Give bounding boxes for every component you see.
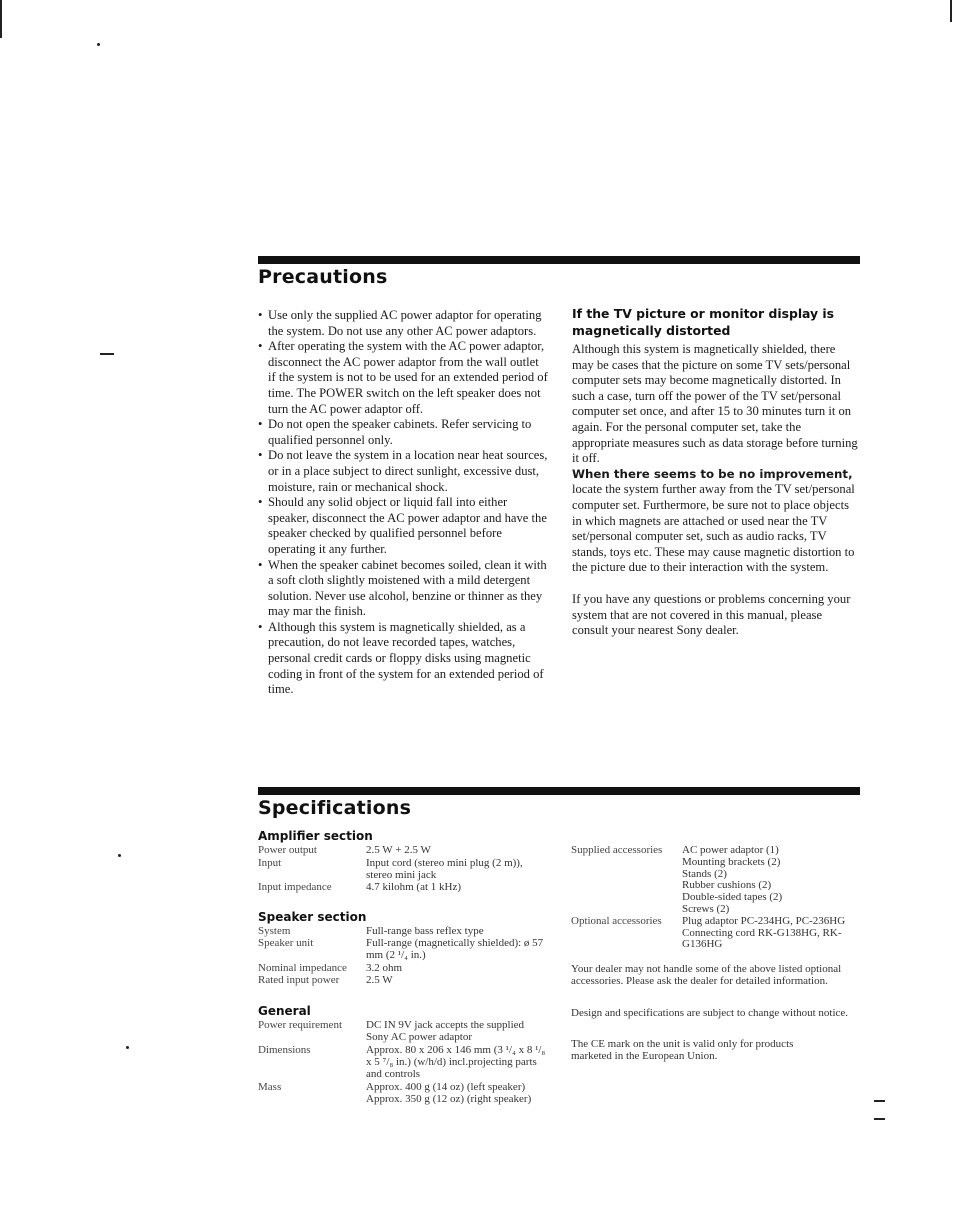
- precaution-item: • Do not leave the system in a location near heat sources, or in a place subject to direct sunlight, excessive dust, moisture, rain or mechanical shock.: [258, 448, 548, 495]
- speaker-spec-table: [258, 926, 548, 987]
- spec-label: Speaker unit: [258, 937, 314, 949]
- spec-value: 4.7 kilohm (at 1 kHz): [366, 881, 462, 893]
- spec-label: Optional accessories: [571, 914, 662, 927]
- spec-label: Mass: [258, 1081, 282, 1093]
- specifications-title: Specifications: [258, 797, 412, 819]
- accessory-item: Connecting cord RK-G138HG, RK-G136HG: [682, 926, 842, 951]
- spec-value: 2.5 W: [366, 974, 393, 986]
- specifications-rule: [258, 787, 860, 795]
- optional-accessories-row: [571, 916, 861, 951]
- contact-dealer-paragraph: If you have any questions or problems concerning your system that are not covered in this manual, please consult your nearest Sony dealer.: [572, 591, 851, 638]
- accessory-item: Plug adaptor PC-234HG, PC-236HG: [682, 914, 846, 927]
- tv-paragraph-text: Although this system is magnetically shielded, there may be cases that the picture on some TV sets/personal computer sets may become magnetically distorted. In such a case, turn off the power of the TV set/personal computer set once, and after 15 to 30 minutes turn it on again. For the personal computer set, take the appropriate measures such as data storage before turning it off.: [572, 342, 858, 466]
- spec-row: [258, 975, 548, 987]
- general-spec-table: [258, 1020, 548, 1118]
- design-note: Design and specifications are subject to change without notice.: [571, 1007, 849, 1019]
- scan-dash-left: [100, 353, 114, 355]
- spec-row: [258, 1020, 548, 1045]
- scan-dash-right-1: [874, 1100, 885, 1102]
- tv-distortion-paragraph: [572, 342, 858, 467]
- scan-dash-right-2: [874, 1118, 885, 1120]
- dealer-note: Your dealer may not handle some of the above listed optional accessories. Please ask the dealer for detailed information.: [571, 963, 842, 987]
- precaution-item: • After operating the system with the AC power adaptor, disconnect the AC power adaptor from the wall outlet if the system is not to be used for an extended period of time. The POWER switch on the left speaker does not turn the AC power adaptor off.: [258, 339, 548, 417]
- accessory-item: Mounting brackets (2): [682, 855, 781, 868]
- tv-improvement-paragraph: [572, 467, 858, 576]
- spec-label: Supplied accessories: [571, 844, 663, 856]
- accessory-item: Rubber cushions (2): [682, 879, 772, 892]
- accessory-item: AC power adaptor (1): [682, 844, 779, 856]
- accessories-block: [571, 845, 861, 951]
- precautions-list: [258, 308, 548, 698]
- amplifier-spec-table: [258, 845, 548, 895]
- precautions-left-column: [258, 308, 548, 698]
- no-improvement-label: When there seems to be no improvement,: [572, 466, 853, 481]
- precaution-item: • Use only the supplied AC power adaptor for operating the system. Do not use any other AC power adaptors.: [258, 308, 548, 339]
- spec-row: [258, 858, 548, 882]
- spec-row: [258, 882, 548, 895]
- spec-value: Full-range (magnetically shielded): ø 57 mm (2 ¹/₄ in.): [366, 937, 544, 961]
- spec-row: [258, 1045, 548, 1082]
- precaution-item: • When the speaker cabinet becomes soiled, clean it with a soft cloth slightly moistened with a mild detergent solution. Never use alcohol, benzine or thinner as they may mar the finish.: [258, 558, 548, 620]
- scan-mark-right-edge: [950, 0, 952, 22]
- spec-value: Approx. 80 x 206 x 146 mm (3 ¹/₄ x 8 ¹/₈ x 5 ⁷/₈ in.) (w/h/d) incl.projecting parts and controls: [366, 1044, 546, 1080]
- general-section-heading: General: [258, 1004, 311, 1018]
- spec-label: Dimensions: [258, 1044, 311, 1056]
- spec-value: 2.5 W + 2.5 W: [366, 844, 431, 856]
- spec-row: [258, 1082, 548, 1118]
- spec-label: Input impedance: [258, 881, 332, 893]
- spec-value: Full-range bass reflex type: [366, 925, 484, 937]
- spec-value: Input cord (stereo mini plug (2 m)), stereo mini jack: [366, 857, 523, 881]
- accessory-item: Double-sided tapes (2): [682, 891, 783, 904]
- spec-label: System: [258, 925, 291, 937]
- speaker-section-heading: Speaker section: [258, 910, 367, 924]
- spec-value: 3.2 ohm: [366, 962, 403, 974]
- scan-dot-2: [118, 854, 121, 857]
- spec-label: Input: [258, 857, 282, 869]
- spec-label: Power output: [258, 844, 317, 856]
- spec-label: Nominal impedance: [258, 962, 347, 974]
- amplifier-section-heading: Amplifier section: [258, 829, 373, 843]
- scan-mark-left-edge: [0, 0, 2, 38]
- precautions-title: Precautions: [258, 266, 388, 288]
- precautions-right-column: [572, 306, 858, 639]
- tv-distortion-heading: If the TV picture or monitor display is magnetically distorted: [572, 306, 835, 338]
- spec-row: [258, 938, 548, 963]
- precaution-item: • Do not open the speaker cabinets. Refer servicing to qualified personnel only.: [258, 417, 548, 448]
- scan-dot-1: [97, 43, 100, 46]
- tv-improvement-text: locate the system further away from the TV set/personal computer set. Furthermore, be sure not to place objects in which magnets are attached or used near the TV set/personal computer set, such as audio racks, TV stands, toys etc. These may cause magnetic distortion to the picture due to their interaction with the system.: [572, 482, 855, 575]
- precautions-rule: [258, 256, 860, 264]
- spec-value: Approx. 400 g (14 oz) (left speaker) Approx. 350 g (12 oz) (right speaker): [366, 1081, 532, 1105]
- precaution-item: • Should any solid object or liquid fall into either speaker, disconnect the AC power adaptor and have the speaker checked by qualified personnel before operating it any further.: [258, 495, 548, 557]
- accessory-item: Screws (2): [682, 902, 730, 915]
- spec-label: Rated input power: [258, 974, 340, 986]
- spec-label: Power requirement: [258, 1019, 342, 1031]
- supplied-accessories-row: [571, 845, 861, 916]
- ce-mark-note: The CE mark on the unit is valid only for products marketed in the European Union.: [571, 1038, 794, 1062]
- spec-value: DC IN 9V jack accepts the supplied Sony AC power adaptor: [366, 1019, 525, 1043]
- scan-dot-3: [126, 1046, 129, 1049]
- accessory-item: Stands (2): [682, 867, 727, 880]
- precaution-item: • Although this system is magnetically shielded, as a precaution, do not leave recorded tapes, watches, personal credit cards or floppy disks using magnetic coding in front of the system for an extended period of time.: [258, 620, 548, 698]
